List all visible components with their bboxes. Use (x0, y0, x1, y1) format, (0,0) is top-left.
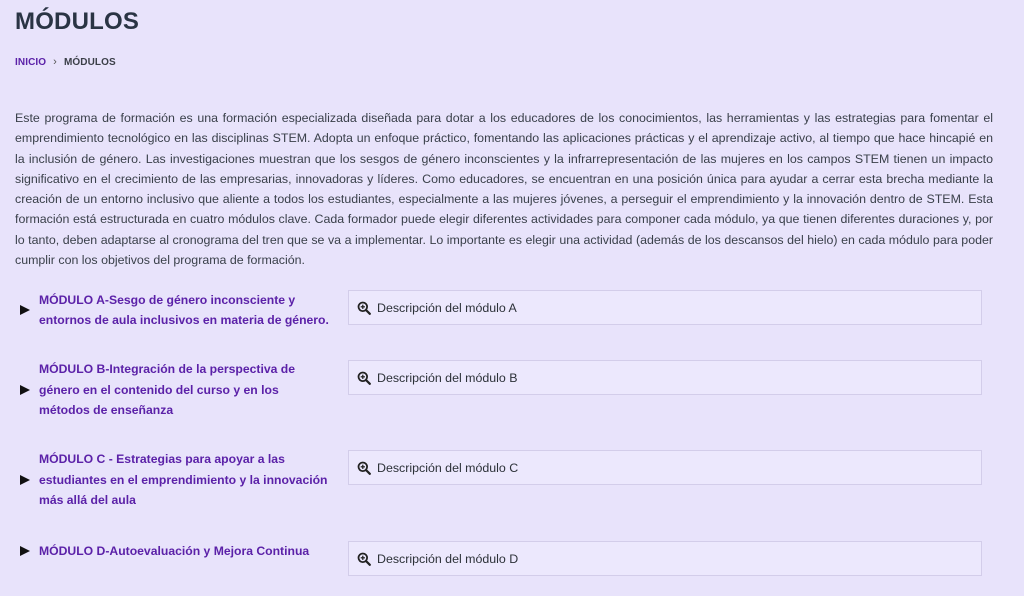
zoom-in-icon (357, 552, 371, 566)
module-c-description-link[interactable] (348, 450, 982, 485)
module-a-title: MÓDULO A-Sesgo de género inconsciente y entornos de aula inclusivos en materia de género. (39, 292, 329, 327)
breadcrumb-home-link[interactable]: INICIO (15, 56, 47, 68)
intro-paragraph: Este programa de formación es una formación especializada diseñada para dotar a los educadores de los conocimientos, las herramientas y las estrategias para fomentar el emprendimiento tecnológico en las disciplinas STEM. Adopta un enfoque práctico, fomentando las aplicaciones prácticas y el aprendizaje activo, al tiempo que hace hincapié en la inclusión de género. Las investigaciones muestran que los sesgos de género inconscientes y la infrarrepresentación de las mujeres en los campos STEM tienen un impacto significativo en el crecimiento de las empresarias, innovadoras y líderes. Como educadores, se encuentran en una posición única para ayudar a cerrar esta brecha mediante la creación de un entorno inclusivo que aliente a todos los estudiantes, especialmente a las mujeres jóvenes, a perseguir el emprendimiento y la innovación dentro de STEM. Esta formación está estructurada en cuatro módulos clave. Cada formador puede elegir diferentes actividades para componer cada módulo, ya que tienen diferentes duraciones y, por lo tanto, deben adaptarse al cronograma del tren que se va a implementar. Lo importante es elegir una actividad (además de los descansos del hielo) en cada módulo para poder cumplir con los objetivos del programa de formación. (15, 111, 993, 268)
module-d-title: MÓDULO D-Autoevaluación y Mejora Continua (39, 543, 310, 558)
breadcrumb-current: MÓDULOS (63, 56, 116, 68)
breadcrumb-separator: › (53, 56, 57, 68)
breadcrumb (15, 56, 116, 68)
module-c-description-label: Descripción del módulo C (377, 460, 519, 475)
module-b-toggle[interactable] (20, 359, 330, 421)
module-a-description-label: Descripción del módulo A (377, 300, 517, 315)
expand-arrow-icon (20, 385, 30, 395)
expand-arrow-icon (20, 305, 30, 315)
module-c-title: MÓDULO C - Estrategias para apoyar a las estudiantes en el emprendimiento y la innovación más allá del aula (39, 452, 328, 508)
zoom-in-icon (357, 461, 371, 475)
module-b-description-link[interactable] (348, 360, 982, 395)
zoom-in-icon (357, 371, 371, 385)
page-title: MÓDULOS (15, 8, 140, 35)
expand-arrow-icon (20, 475, 30, 485)
zoom-in-icon (357, 301, 371, 315)
module-d-description-label: Descripción del módulo D (377, 551, 519, 566)
module-c-toggle[interactable] (20, 449, 330, 511)
module-a-description-link[interactable] (348, 290, 982, 325)
module-a-toggle[interactable] (20, 290, 330, 330)
module-d-toggle[interactable] (20, 540, 330, 562)
expand-arrow-icon (20, 546, 30, 556)
module-b-title: MÓDULO B-Integración de la perspectiva de género en el contenido del curso y en los métodos de enseñanza (39, 362, 295, 418)
module-b-description-label: Descripción del módulo B (377, 370, 518, 385)
module-d-description-link[interactable] (348, 541, 982, 576)
